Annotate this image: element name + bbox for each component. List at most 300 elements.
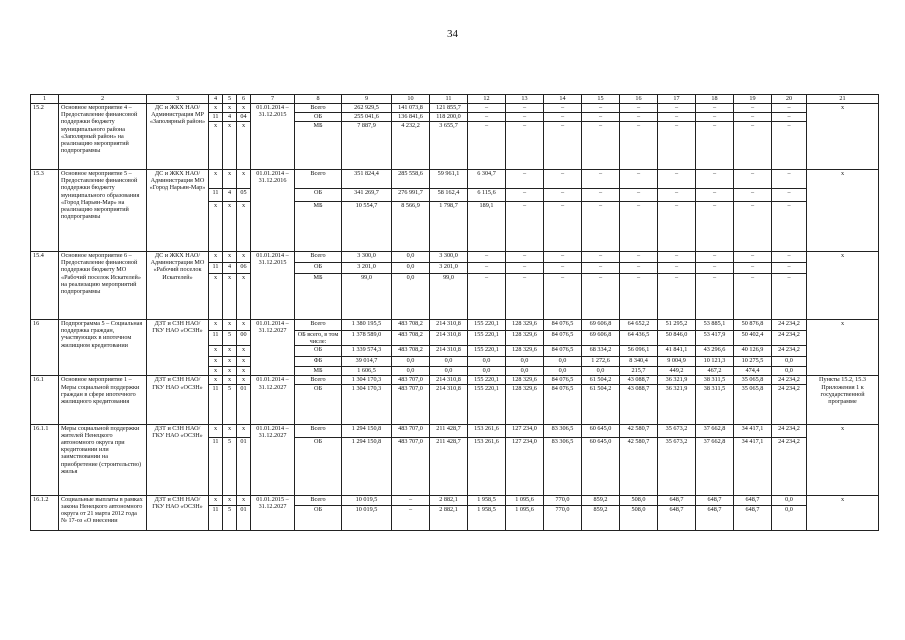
item-name: Основное мероприятие 5 – Предоставление финансовой поддержки бюджету муниципального образования «Город Нарьян-Мар» на реализацию мероприятий подпрограммы <box>59 170 147 252</box>
amount-cell: 40 126,9 <box>734 346 772 357</box>
item-number: 16.1.2 <box>31 495 59 530</box>
amount-cell: 0,0 <box>430 367 468 376</box>
amount-cell: 1 294 150,8 <box>342 437 392 495</box>
code-cell: 5 <box>223 437 237 495</box>
amount-cell: 155 220,1 <box>468 346 506 357</box>
amount-cell: 24 234,2 <box>772 320 807 331</box>
amount-cell: – <box>582 189 620 202</box>
funding-source: МБ <box>295 274 342 320</box>
amount-cell: – <box>696 263 734 274</box>
amount-cell: – <box>772 202 807 252</box>
amount-cell: 35 065,8 <box>734 376 772 384</box>
column-number: 13 <box>506 95 544 104</box>
note: x <box>807 495 879 530</box>
item-number: 16.1.1 <box>31 424 59 495</box>
amount-cell: 1 294 150,8 <box>342 424 392 437</box>
amount-cell: – <box>620 113 658 122</box>
amount-cell: 37 662,8 <box>696 437 734 495</box>
funding-source: ОБ всего, в том числе: <box>295 331 342 346</box>
amount-cell: – <box>772 113 807 122</box>
amount-cell: – <box>582 113 620 122</box>
code-cell: 5 <box>223 331 237 346</box>
column-number: 11 <box>430 95 468 104</box>
amount-cell: – <box>658 189 696 202</box>
amount-cell: 483 707,0 <box>392 437 430 495</box>
amount-cell: 127 234,0 <box>506 424 544 437</box>
amount-cell: – <box>620 104 658 113</box>
amount-cell: 214 310,8 <box>430 346 468 357</box>
amount-cell: 0,0 <box>772 357 807 367</box>
amount-cell: – <box>582 122 620 170</box>
column-number: 17 <box>658 95 696 104</box>
amount-cell: 6 115,6 <box>468 189 506 202</box>
funding-source: Всего <box>295 320 342 331</box>
amount-cell: – <box>506 202 544 252</box>
amount-cell: 10 275,5 <box>734 357 772 367</box>
amount-cell: 449,2 <box>658 367 696 376</box>
note: x <box>807 252 879 320</box>
code-cell: x <box>209 122 223 170</box>
code-cell: 11 <box>209 384 223 424</box>
code-cell: 04 <box>237 113 251 122</box>
amount-cell: – <box>582 202 620 252</box>
amount-cell: 648,7 <box>658 495 696 505</box>
amount-cell: 37 662,8 <box>696 424 734 437</box>
amount-cell: 42 580,7 <box>620 437 658 495</box>
table-row <box>31 376 879 384</box>
amount-cell: – <box>696 252 734 263</box>
funding-source: МБ <box>295 202 342 252</box>
amount-cell: 214 310,8 <box>430 331 468 346</box>
code-cell: x <box>237 367 251 376</box>
funding-source: МБ <box>295 367 342 376</box>
column-number: 6 <box>237 95 251 104</box>
item-name: Меры социальной поддержки жителей Ненецкого автономного округа при кредитовании или заимствовании на приобретение (строительство) жилья <box>59 424 147 495</box>
amount-cell: 0,0 <box>392 274 430 320</box>
note: x <box>807 104 879 170</box>
amount-cell: – <box>696 170 734 189</box>
amount-cell: 155 220,1 <box>468 384 506 424</box>
amount-cell: – <box>658 104 696 113</box>
amount-cell: 41 841,1 <box>658 346 696 357</box>
amount-cell: – <box>506 113 544 122</box>
funding-source: Всего <box>295 376 342 384</box>
amount-cell: 211 428,7 <box>430 424 468 437</box>
amount-cell: 1 095,6 <box>506 495 544 505</box>
amount-cell: – <box>772 252 807 263</box>
budget-table <box>30 94 879 531</box>
amount-cell: – <box>734 263 772 274</box>
amount-cell: – <box>658 263 696 274</box>
period: 01.01.2014 – 31.12.2016 <box>251 170 295 252</box>
amount-cell: 859,2 <box>582 505 620 530</box>
amount-cell: 60 645,0 <box>582 424 620 437</box>
code-cell: 5 <box>223 505 237 530</box>
amount-cell: 341 269,7 <box>342 189 392 202</box>
amount-cell: – <box>392 505 430 530</box>
code-cell: x <box>209 170 223 189</box>
amount-cell: 770,0 <box>544 505 582 530</box>
period: 01.01.2014 – 31.12.2015 <box>251 104 295 170</box>
amount-cell: 0,0 <box>430 357 468 367</box>
amount-cell: 285 558,6 <box>392 170 430 189</box>
code-cell: 01 <box>237 384 251 424</box>
code-cell: x <box>237 252 251 263</box>
amount-cell: – <box>620 202 658 252</box>
code-cell: x <box>223 495 237 505</box>
amount-cell: 3 300,0 <box>342 252 392 263</box>
amount-cell: 211 428,7 <box>430 437 468 495</box>
column-number: 14 <box>544 95 582 104</box>
amount-cell: 474,4 <box>734 367 772 376</box>
responsible-org: ДЗТ и СЗН НАО/ ГКУ НАО «ОСЗН» <box>147 424 209 495</box>
funding-source: ОБ <box>295 384 342 424</box>
amount-cell: 39 014,7 <box>342 357 392 367</box>
amount-cell: 51 295,2 <box>658 320 696 331</box>
amount-cell: 7 887,9 <box>342 122 392 170</box>
amount-cell: 467,2 <box>696 367 734 376</box>
amount-cell: 141 073,8 <box>392 104 430 113</box>
amount-cell: – <box>620 274 658 320</box>
amount-cell: – <box>772 122 807 170</box>
amount-cell: 859,2 <box>582 495 620 505</box>
code-cell: x <box>237 424 251 437</box>
amount-cell: 38 311,5 <box>696 376 734 384</box>
amount-cell: – <box>734 170 772 189</box>
funding-source: Всего <box>295 252 342 263</box>
amount-cell: 648,7 <box>734 495 772 505</box>
amount-cell: 483 707,0 <box>392 424 430 437</box>
table-row <box>31 252 879 263</box>
amount-cell: 0,0 <box>544 367 582 376</box>
amount-cell: 42 580,7 <box>620 424 658 437</box>
amount-cell: 214 310,8 <box>430 384 468 424</box>
code-cell: x <box>223 104 237 113</box>
code-cell: x <box>237 346 251 357</box>
amount-cell: 9 004,9 <box>658 357 696 367</box>
amount-cell: 770,0 <box>544 495 582 505</box>
amount-cell: – <box>544 274 582 320</box>
amount-cell: 127 234,0 <box>506 437 544 495</box>
funding-source: ОБ <box>295 189 342 202</box>
amount-cell: 50 846,0 <box>658 331 696 346</box>
amount-cell: – <box>544 122 582 170</box>
amount-cell: 34 417,1 <box>734 424 772 437</box>
amount-cell: 43 088,7 <box>620 384 658 424</box>
amount-cell: 68 334,2 <box>582 346 620 357</box>
code-cell: x <box>223 320 237 331</box>
amount-cell: 483 708,2 <box>392 346 430 357</box>
amount-cell: 1 304 170,3 <box>342 384 392 424</box>
amount-cell: – <box>506 104 544 113</box>
amount-cell: – <box>468 252 506 263</box>
amount-cell: 6 304,7 <box>468 170 506 189</box>
table-row <box>31 104 879 113</box>
code-cell: x <box>223 346 237 357</box>
amount-cell: – <box>544 252 582 263</box>
item-number: 16.1 <box>31 376 59 424</box>
period: 01.01.2014 – 31.12.2027 <box>251 424 295 495</box>
amount-cell: 58 162,4 <box>430 189 468 202</box>
table-row <box>31 495 879 505</box>
amount-cell: – <box>658 122 696 170</box>
code-cell: x <box>223 376 237 384</box>
column-number: 7 <box>251 95 295 104</box>
amount-cell: 483 707,0 <box>392 384 430 424</box>
code-cell: x <box>223 252 237 263</box>
period: 01.01.2015 – 31.12.2027 <box>251 495 295 530</box>
amount-cell: – <box>468 113 506 122</box>
column-number: 18 <box>696 95 734 104</box>
code-cell: x <box>209 357 223 367</box>
amount-cell: 69 606,8 <box>582 320 620 331</box>
code-cell: x <box>223 367 237 376</box>
amount-cell: 508,0 <box>620 495 658 505</box>
code-cell: x <box>237 202 251 252</box>
amount-cell: 38 311,5 <box>696 384 734 424</box>
amount-cell: 189,1 <box>468 202 506 252</box>
amount-cell: – <box>468 274 506 320</box>
amount-cell: 128 329,6 <box>506 346 544 357</box>
note: Пункты 15.2, 15.3 Приложения 1 к государственной программе <box>807 376 879 424</box>
amount-cell: 262 929,5 <box>342 104 392 113</box>
amount-cell: – <box>620 252 658 263</box>
amount-cell: – <box>544 202 582 252</box>
amount-cell: – <box>392 495 430 505</box>
amount-cell: – <box>544 104 582 113</box>
amount-cell: 10 554,7 <box>342 202 392 252</box>
column-number: 1 <box>31 95 59 104</box>
amount-cell: 118 200,0 <box>430 113 468 122</box>
amount-cell: 24 234,2 <box>772 331 807 346</box>
code-cell: x <box>237 320 251 331</box>
amount-cell: – <box>734 104 772 113</box>
item-name: Подпрограмма 5 – Социальная поддержка граждан, участвующих в ипотечном жилищном кредитовании <box>59 320 147 376</box>
code-cell: x <box>209 320 223 331</box>
header-row <box>31 95 879 104</box>
amount-cell: 2 882,1 <box>430 495 468 505</box>
amount-cell: 1 272,6 <box>582 357 620 367</box>
responsible-org: ДЗТ и СЗН НАО/ ГКУ НАО «ОСЗН» <box>147 495 209 530</box>
amount-cell: – <box>544 113 582 122</box>
amount-cell: 1 958,5 <box>468 505 506 530</box>
amount-cell: – <box>734 189 772 202</box>
amount-cell: – <box>620 170 658 189</box>
amount-cell: 35 673,2 <box>658 424 696 437</box>
amount-cell: – <box>658 202 696 252</box>
amount-cell: 8 566,9 <box>392 202 430 252</box>
code-cell: x <box>237 104 251 113</box>
code-cell: x <box>209 346 223 357</box>
amount-cell: – <box>658 274 696 320</box>
amount-cell: 99,0 <box>342 274 392 320</box>
column-number: 5 <box>223 95 237 104</box>
code-cell: x <box>237 274 251 320</box>
code-cell: x <box>223 424 237 437</box>
amount-cell: 35 673,2 <box>658 437 696 495</box>
amount-cell: 36 321,9 <box>658 384 696 424</box>
code-cell: 5 <box>223 384 237 424</box>
funding-source: ОБ <box>295 113 342 122</box>
column-number: 8 <box>295 95 342 104</box>
amount-cell: 50 876,8 <box>734 320 772 331</box>
funding-source: Всего <box>295 495 342 505</box>
amount-cell: – <box>734 252 772 263</box>
amount-cell: 64 652,2 <box>620 320 658 331</box>
amount-cell: 24 234,2 <box>772 346 807 357</box>
amount-cell: 69 606,8 <box>582 331 620 346</box>
amount-cell: – <box>620 122 658 170</box>
amount-cell: 0,0 <box>506 357 544 367</box>
amount-cell: 60 645,0 <box>582 437 620 495</box>
code-cell: x <box>209 495 223 505</box>
code-cell: x <box>209 367 223 376</box>
amount-cell: 214 310,8 <box>430 320 468 331</box>
amount-cell: 276 991,7 <box>392 189 430 202</box>
amount-cell: – <box>620 263 658 274</box>
amount-cell: – <box>696 274 734 320</box>
code-cell: 11 <box>209 331 223 346</box>
code-cell: 00 <box>237 331 251 346</box>
period: 01.01.2014 – 31.12.2027 <box>251 320 295 376</box>
code-cell: 05 <box>237 189 251 202</box>
item-number: 16 <box>31 320 59 376</box>
code-cell: x <box>223 122 237 170</box>
amount-cell: 0,0 <box>392 252 430 263</box>
amount-cell: 64 436,5 <box>620 331 658 346</box>
amount-cell: 508,0 <box>620 505 658 530</box>
amount-cell: 24 234,2 <box>772 376 807 384</box>
period: 01.01.2014 – 31.12.2015 <box>251 252 295 320</box>
amount-cell: 84 076,5 <box>544 346 582 357</box>
amount-cell: 0,0 <box>506 367 544 376</box>
item-number: 15.4 <box>31 252 59 320</box>
amount-cell: 1 378 589,0 <box>342 331 392 346</box>
code-cell: x <box>223 274 237 320</box>
amount-cell: 24 234,2 <box>772 424 807 437</box>
amount-cell: 128 329,6 <box>506 331 544 346</box>
amount-cell: 24 234,2 <box>772 384 807 424</box>
amount-cell: – <box>696 189 734 202</box>
amount-cell: 84 076,5 <box>544 376 582 384</box>
amount-cell: 128 329,6 <box>506 320 544 331</box>
code-cell: 11 <box>209 263 223 274</box>
amount-cell: – <box>544 170 582 189</box>
column-number: 21 <box>807 95 879 104</box>
amount-cell: 153 261,6 <box>468 437 506 495</box>
period: 01.01.2014 – 31.12.2027 <box>251 376 295 424</box>
amount-cell: 3 300,0 <box>430 252 468 263</box>
amount-cell: 128 329,6 <box>506 384 544 424</box>
item-name: Основное мероприятие 4 – Предоставление финансовой поддержки бюджету муниципального района «Заполярный район» на реализацию мероприятий подпрограммы <box>59 104 147 170</box>
item-name: Основное мероприятие 6 – Предоставление финансовой поддержки бюджету МО «Рабочий поселок Искателей» на реализацию мероприятий подпрограммы <box>59 252 147 320</box>
responsible-org: ДС и ЖКХ НАО/ Администрация МО «Город Нарьян-Мар» <box>147 170 209 252</box>
amount-cell: – <box>582 252 620 263</box>
amount-cell: 215,7 <box>620 367 658 376</box>
amount-cell: 0,0 <box>772 367 807 376</box>
amount-cell: – <box>582 104 620 113</box>
code-cell: x <box>237 376 251 384</box>
responsible-org: ДС и ЖКХ НАО/ Администрация МР «Заполярный район» <box>147 104 209 170</box>
amount-cell: 61 504,2 <box>582 384 620 424</box>
code-cell: x <box>209 252 223 263</box>
amount-cell: 1 095,6 <box>506 505 544 530</box>
funding-source: МБ <box>295 122 342 170</box>
amount-cell: 53 885,1 <box>696 320 734 331</box>
amount-cell: 35 065,8 <box>734 384 772 424</box>
column-number: 3 <box>147 95 209 104</box>
column-number: 4 <box>209 95 223 104</box>
code-cell: 11 <box>209 437 223 495</box>
column-number: 15 <box>582 95 620 104</box>
amount-cell: 83 306,5 <box>544 437 582 495</box>
responsible-org: ДЗТ и СЗН НАО/ ГКУ НАО «ОСЗН» <box>147 376 209 424</box>
table-row <box>31 424 879 437</box>
amount-cell: – <box>506 263 544 274</box>
amount-cell: – <box>734 274 772 320</box>
amount-cell: 84 076,5 <box>544 320 582 331</box>
column-number: 9 <box>342 95 392 104</box>
funding-source: ФБ <box>295 357 342 367</box>
amount-cell: 50 402,4 <box>734 331 772 346</box>
funding-source: Всего <box>295 170 342 189</box>
amount-cell: 10 019,5 <box>342 495 392 505</box>
column-number: 10 <box>392 95 430 104</box>
amount-cell: – <box>620 189 658 202</box>
column-number: 19 <box>734 95 772 104</box>
funding-source: ОБ <box>295 505 342 530</box>
amount-cell: – <box>468 122 506 170</box>
amount-cell: 2 882,1 <box>430 505 468 530</box>
amount-cell: – <box>734 202 772 252</box>
code-cell: 01 <box>237 505 251 530</box>
amount-cell: – <box>696 104 734 113</box>
code-cell: 4 <box>223 263 237 274</box>
amount-cell: – <box>772 170 807 189</box>
amount-cell: 648,7 <box>658 505 696 530</box>
amount-cell: 43 296,6 <box>696 346 734 357</box>
amount-cell: 56 096,1 <box>620 346 658 357</box>
amount-cell: 1 606,5 <box>342 367 392 376</box>
code-cell: x <box>237 357 251 367</box>
code-cell: 4 <box>223 189 237 202</box>
amount-cell: 3 201,0 <box>430 263 468 274</box>
funding-source: Всего <box>295 104 342 113</box>
amount-cell: 153 261,6 <box>468 424 506 437</box>
code-cell: x <box>209 376 223 384</box>
amount-cell: 61 504,2 <box>582 376 620 384</box>
code-cell: x <box>209 202 223 252</box>
amount-cell: 648,7 <box>734 505 772 530</box>
amount-cell: – <box>696 202 734 252</box>
amount-cell: – <box>506 252 544 263</box>
code-cell: x <box>237 495 251 505</box>
column-number: 12 <box>468 95 506 104</box>
amount-cell: – <box>696 122 734 170</box>
amount-cell: 10 121,3 <box>696 357 734 367</box>
amount-cell: 648,7 <box>696 505 734 530</box>
amount-cell: – <box>734 113 772 122</box>
amount-cell: – <box>544 263 582 274</box>
item-name: Основное мероприятие 1 – Меры социальной поддержки граждан в сфере ипотечного жилищного кредитования <box>59 376 147 424</box>
table-row <box>31 170 879 189</box>
amount-cell: 121 855,7 <box>430 104 468 113</box>
amount-cell: 0,0 <box>392 357 430 367</box>
amount-cell: 1 958,5 <box>468 495 506 505</box>
note: x <box>807 424 879 495</box>
amount-cell: 1 380 195,5 <box>342 320 392 331</box>
amount-cell: 0,0 <box>772 495 807 505</box>
